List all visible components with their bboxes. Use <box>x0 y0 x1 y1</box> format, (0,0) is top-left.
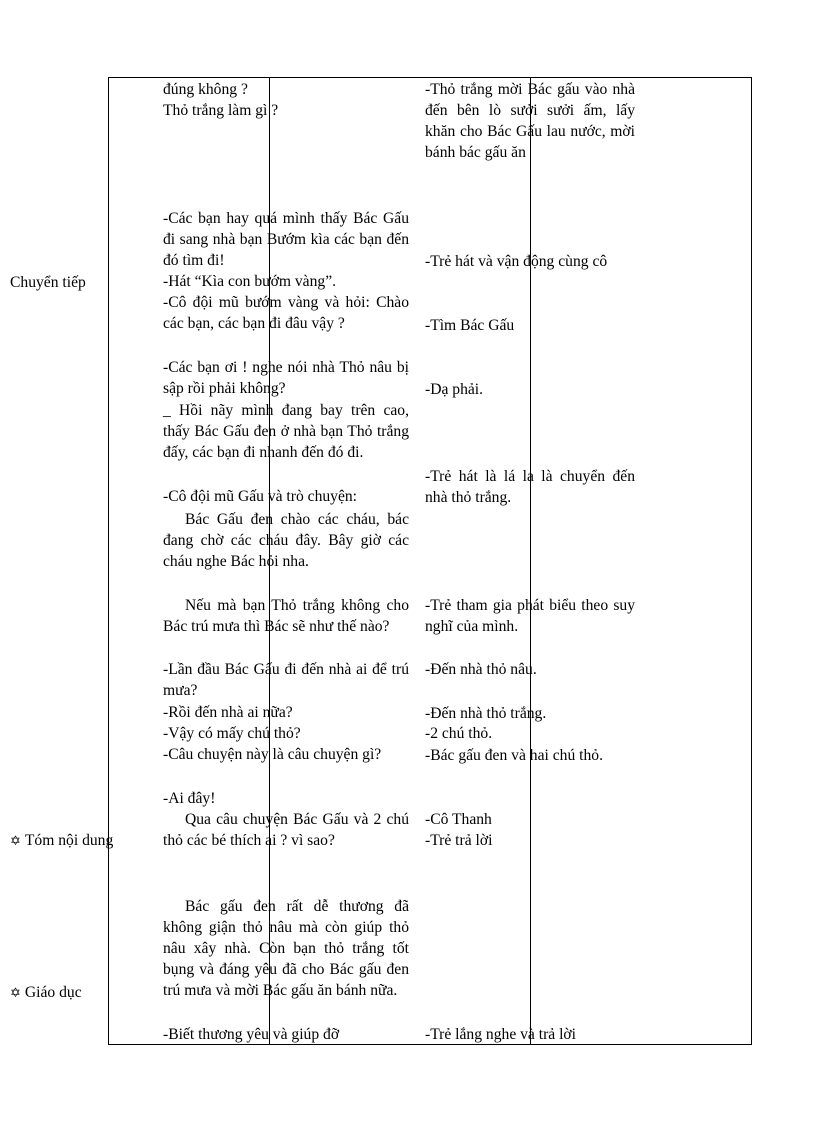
right-text: -Tìm Bác Gấu <box>425 317 515 334</box>
right-text: -Thỏ trắng mời Bác gấu vào nhà đến bên lò sưởi sưởi ấm, lấy khăn cho Bác Gấu lau nước, mời bánh bác gấu ăn <box>425 81 635 161</box>
mid-text: -Vậy có mấy chú thỏ? <box>163 725 301 742</box>
label-tom-noi-dung <box>10 830 160 851</box>
mid-text: Thỏ trắng làm gì ? <box>163 102 279 119</box>
right-text: -Trẻ tham gia phát biểu theo suy nghĩ của mình. <box>425 597 635 635</box>
mid-text: -Cô đội mũ bướm vàng và hỏi: Chào các bạn, các bạn đi đâu vậy ? <box>163 294 409 332</box>
mid-text: -Ai đây! <box>163 790 216 807</box>
right-text: -Trẻ hát là lá la là chuyển đến nhà thỏ trắng. <box>425 468 635 506</box>
right-text: -Đến nhà thỏ nâu. <box>425 661 537 678</box>
right-text: -Đến nhà thỏ trắng. <box>425 705 547 722</box>
right-text: -Trẻ lắng nghe và trả lời <box>425 1026 577 1043</box>
label-text: Tóm nội dung <box>24 832 114 849</box>
star-icon: ✡ <box>10 985 21 1000</box>
mid-text: -Câu chuyện này là câu chuyện gì? <box>163 746 382 763</box>
mid-text: -Lần đầu Bác Gấu đi đến nhà ai để trú mưa? <box>163 661 409 699</box>
label-text: Giáo dục <box>24 984 82 1001</box>
mid-text: Nếu mà bạn Thỏ trắng không cho Bác trú mưa thì Bác sẽ như thế nào? <box>163 597 409 635</box>
right-text: -Dạ phải. <box>425 381 484 398</box>
mid-text: -Biết thương yêu và giúp đỡ <box>163 1026 340 1043</box>
star-icon: ✡ <box>10 833 21 848</box>
right-text: -Cô Thanh <box>425 811 492 828</box>
right-column-cell <box>531 78 752 1045</box>
mid-text: đúng không ? <box>163 81 248 98</box>
mid-text: -Cô đội mũ Gấu và trò chuyện: <box>163 488 358 505</box>
mid-text: _ Hồi nãy mình đang bay trên cao, thấy Bác Gấu đen ở nhà bạn Thỏ trắng đấy, các bạn đi nhanh đến đó đi. <box>163 402 409 461</box>
label-giao-duc <box>10 982 160 1003</box>
mid-text: Qua câu chuyện Bác Gấu và 2 chú thỏ các bé thích ai ? vì sao? <box>163 811 409 849</box>
mid-text: -Các bạn hay quá mình thấy Bác Gấu đi sang nhà bạn Bướm kìa các bạn đến đó tìm đi! <box>163 210 409 269</box>
mid-text: Bác gấu đen rất dễ thương đã không giận thỏ nâu mà còn giúp thỏ nâu xây nhà. Còn bạn thỏ trắng tốt bụng và đáng yêu đã cho Bác gấu đen trú mưa và mời Bác gấu ăn bánh nữa. <box>163 898 409 999</box>
mid-text: -Các bạn ơi ! nghe nói nhà Thỏ nâu bị sập rồi phải không? <box>163 359 409 397</box>
right-text: -2 chú thỏ. <box>425 725 493 742</box>
right-text: -Trẻ trả lời <box>425 832 493 849</box>
right-text: -Trẻ hát và vận động cùng cô <box>425 253 608 270</box>
mid-text: -Rồi đến nhà ai nữa? <box>163 704 293 721</box>
mid-text: Bác Gấu đen chào các cháu, bác đang chờ các cháu đây. Bây giờ các cháu nghe Bác hỏi nha. <box>163 511 409 570</box>
label-chuyen-tiep: Chuyển tiếp <box>10 274 86 291</box>
mid-text: -Hát “Kìa con bướm vàng”. <box>163 273 337 290</box>
right-text: -Bác gấu đen và hai chú thỏ. <box>425 747 603 764</box>
